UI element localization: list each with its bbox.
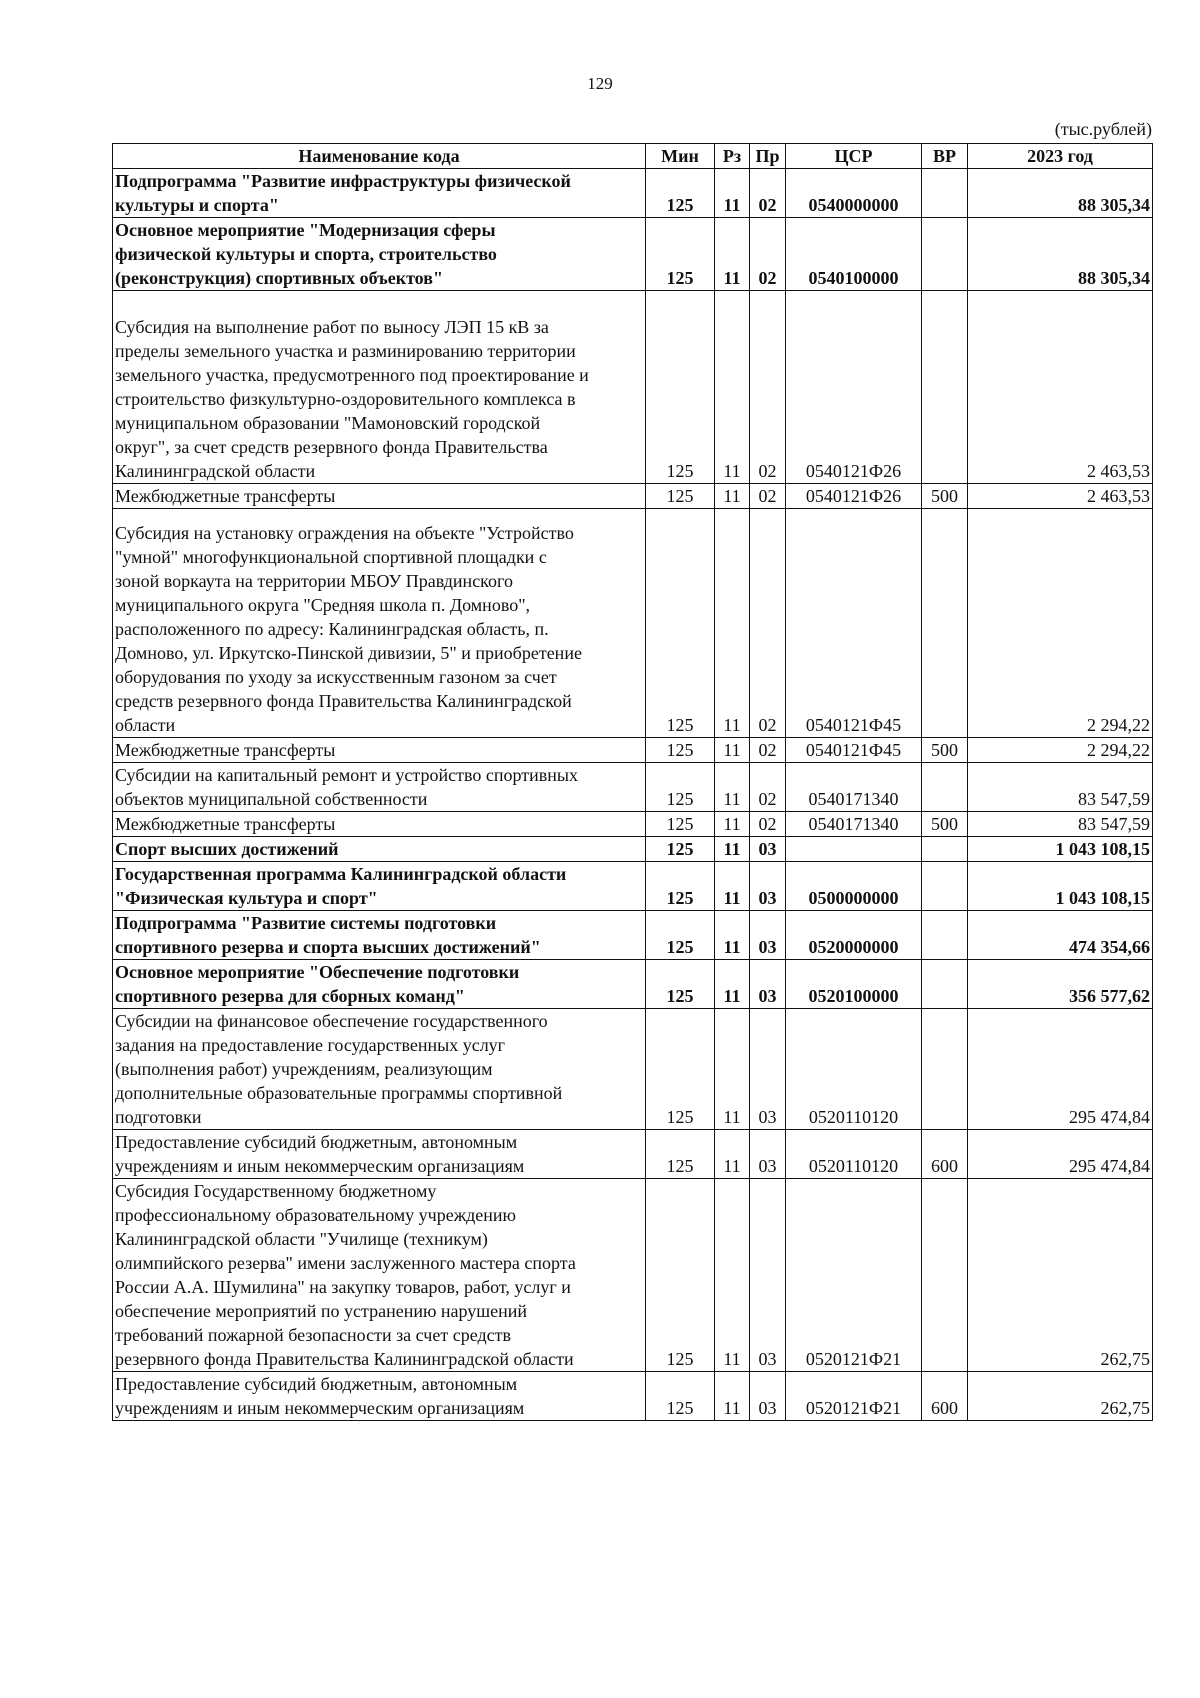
row-csr: 0520121Ф21	[786, 1372, 922, 1421]
units-label: (тыс.рублей)	[1054, 119, 1152, 139]
header-vr: ВР	[922, 144, 968, 169]
row-csr: 0540121Ф26	[786, 291, 922, 484]
row-name: Субсидия Государственному бюджетному профессиональному образовательному учреждению Калининградской области "Училище (техникум) олимпийского резерва" имени заслуженного мастера спорта России А.А. Шумилина" на закупку товаров, работ, услуг и обеспечение мероприятий по устранению нарушений требований пожарной безопасности за счет средств резервного фонда Правительства Калининградской области	[113, 1179, 646, 1372]
row-amount: 474 354,66	[968, 911, 1153, 960]
row-rz: 11	[715, 812, 750, 837]
row-amount: 1 043 108,15	[968, 837, 1153, 862]
row-csr: 0540100000	[786, 218, 922, 291]
row-csr: 0540121Ф26	[786, 484, 922, 509]
row-pr: 02	[750, 218, 786, 291]
row-name: Субсидия на установку ограждения на объекте "Устройство "умной" многофункциональной спортивной площадки с зоной воркаута на территории МБОУ Правдинского муниципального округа "Средняя школа п. Домново", расположенного по адресу: Калининградская область, п. Домново, ул. Иркутско-Пинской дивизии, 5" и приобретение оборудования по уходу за искусственным газоном за счет средств резервного фонда Правительства Калининградской области	[113, 509, 646, 738]
row-name: Подпрограмма "Развитие инфраструктуры физической культуры и спорта"	[113, 169, 646, 218]
row-min: 125	[646, 1372, 715, 1421]
row-name: Межбюджетные трансферты	[113, 484, 646, 509]
row-pr: 03	[750, 1009, 786, 1130]
row-name: Субсидия на выполнение работ по выносу ЛЭП 15 кВ за пределы земельного участка и разминированию территории земельного участка, предусмотренного под проектирование и строительство физкультурно-оздоровительного комплекса в муниципальном образовании "Мамоновский городской округ", за счет средств резервного фонда Правительства Калининградской области	[113, 291, 646, 484]
row-pr: 02	[750, 763, 786, 812]
row-name: Государственная программа Калининградской области "Физическая культура и спорт"	[113, 862, 646, 911]
table-row	[113, 509, 1153, 738]
row-vr	[922, 509, 968, 738]
row-pr: 03	[750, 1130, 786, 1179]
row-name: Подпрограмма "Развитие системы подготовки спортивного резерва и спорта высших достижений"	[113, 911, 646, 960]
row-min: 125	[646, 1179, 715, 1372]
row-vr: 500	[922, 812, 968, 837]
table-row	[113, 763, 1153, 812]
row-pr: 02	[750, 812, 786, 837]
row-name: Предоставление субсидий бюджетным, автономным учреждениям и иным некоммерческим организациям	[113, 1130, 646, 1179]
row-vr: 600	[922, 1130, 968, 1179]
row-amount: 83 547,59	[968, 812, 1153, 837]
row-vr	[922, 960, 968, 1009]
row-rz: 11	[715, 738, 750, 763]
row-rz: 11	[715, 1372, 750, 1421]
row-min: 125	[646, 169, 715, 218]
row-amount: 295 474,84	[968, 1009, 1153, 1130]
row-rz: 11	[715, 837, 750, 862]
row-vr: 600	[922, 1372, 968, 1421]
row-pr: 02	[750, 291, 786, 484]
row-csr: 0540121Ф45	[786, 738, 922, 763]
row-amount: 83 547,59	[968, 763, 1153, 812]
row-pr: 02	[750, 509, 786, 738]
row-amount: 88 305,34	[968, 169, 1153, 218]
header-pr: Пр	[750, 144, 786, 169]
row-min: 125	[646, 1009, 715, 1130]
row-rz: 11	[715, 1009, 750, 1130]
row-csr: 0540171340	[786, 763, 922, 812]
row-amount: 2 294,22	[968, 509, 1153, 738]
row-vr	[922, 862, 968, 911]
table-row	[113, 1179, 1153, 1372]
row-rz: 11	[715, 218, 750, 291]
row-csr: 0520000000	[786, 911, 922, 960]
row-rz: 11	[715, 509, 750, 738]
row-rz: 11	[715, 960, 750, 1009]
row-min: 125	[646, 1130, 715, 1179]
row-csr: 0540000000	[786, 169, 922, 218]
row-min: 125	[646, 812, 715, 837]
row-rz: 11	[715, 291, 750, 484]
row-rz: 11	[715, 1130, 750, 1179]
row-vr	[922, 1009, 968, 1130]
row-rz: 11	[715, 862, 750, 911]
table-row	[113, 960, 1153, 1009]
table-row	[113, 738, 1153, 763]
row-min: 125	[646, 484, 715, 509]
row-vr	[922, 218, 968, 291]
row-min: 125	[646, 738, 715, 763]
row-csr: 0520121Ф21	[786, 1179, 922, 1372]
row-csr: 0540171340	[786, 812, 922, 837]
row-vr	[922, 1179, 968, 1372]
row-csr: 0520110120	[786, 1130, 922, 1179]
row-vr: 500	[922, 738, 968, 763]
row-csr: 0520100000	[786, 960, 922, 1009]
row-name: Субсидии на капитальный ремонт и устройство спортивных объектов муниципальной собственности	[113, 763, 646, 812]
row-pr: 03	[750, 960, 786, 1009]
header-rz: Рз	[715, 144, 750, 169]
row-rz: 11	[715, 763, 750, 812]
row-vr	[922, 169, 968, 218]
row-vr	[922, 911, 968, 960]
row-vr	[922, 291, 968, 484]
row-min: 125	[646, 763, 715, 812]
row-amount: 2 294,22	[968, 738, 1153, 763]
row-csr: 0500000000	[786, 862, 922, 911]
row-vr	[922, 763, 968, 812]
row-amount: 1 043 108,15	[968, 862, 1153, 911]
row-csr	[786, 837, 922, 862]
row-name: Основное мероприятие "Модернизация сферы физической культуры и спорта, строительство (реконструкция) спортивных объектов"	[113, 218, 646, 291]
budget-table	[112, 143, 1153, 1421]
table-row	[113, 291, 1153, 484]
row-vr	[922, 837, 968, 862]
row-min: 125	[646, 509, 715, 738]
row-pr: 02	[750, 169, 786, 218]
row-name: Предоставление субсидий бюджетным, автономным учреждениям и иным некоммерческим организациям	[113, 1372, 646, 1421]
table-row	[113, 1130, 1153, 1179]
row-min: 125	[646, 960, 715, 1009]
row-amount: 295 474,84	[968, 1130, 1153, 1179]
header-year: 2023 год	[968, 144, 1153, 169]
row-csr: 0540121Ф45	[786, 509, 922, 738]
row-rz: 11	[715, 911, 750, 960]
row-min: 125	[646, 862, 715, 911]
row-name: Субсидии на финансовое обеспечение государственного задания на предоставление государственных услуг (выполнения работ) учреждениям, реализующим дополнительные образовательные программы спортивной подготовки	[113, 1009, 646, 1130]
row-min: 125	[646, 837, 715, 862]
header-name: Наименование кода	[113, 144, 646, 169]
page-number: 129	[587, 74, 613, 93]
table-row	[113, 837, 1153, 862]
row-pr: 03	[750, 1372, 786, 1421]
table-row	[113, 812, 1153, 837]
table-row	[113, 484, 1153, 509]
row-amount: 2 463,53	[968, 291, 1153, 484]
row-pr: 02	[750, 484, 786, 509]
header-min: Мин	[646, 144, 715, 169]
row-pr: 03	[750, 1179, 786, 1372]
table-row	[113, 218, 1153, 291]
row-min: 125	[646, 911, 715, 960]
row-pr: 03	[750, 862, 786, 911]
row-name: Межбюджетные трансферты	[113, 738, 646, 763]
row-amount: 262,75	[968, 1179, 1153, 1372]
table-row	[113, 862, 1153, 911]
header-csr: ЦСР	[786, 144, 922, 169]
table-row	[113, 1009, 1153, 1130]
row-name: Межбюджетные трансферты	[113, 812, 646, 837]
row-amount: 262,75	[968, 1372, 1153, 1421]
row-min: 125	[646, 218, 715, 291]
row-amount: 88 305,34	[968, 218, 1153, 291]
row-vr: 500	[922, 484, 968, 509]
row-name: Основное мероприятие "Обеспечение подготовки спортивного резерва для сборных команд"	[113, 960, 646, 1009]
row-pr: 02	[750, 738, 786, 763]
row-csr: 0520110120	[786, 1009, 922, 1130]
table-header-row	[113, 144, 1153, 169]
row-min: 125	[646, 291, 715, 484]
table-row	[113, 911, 1153, 960]
table-row	[113, 1372, 1153, 1421]
table-row	[113, 169, 1153, 218]
row-pr: 03	[750, 837, 786, 862]
row-rz: 11	[715, 1179, 750, 1372]
row-amount: 356 577,62	[968, 960, 1153, 1009]
row-rz: 11	[715, 169, 750, 218]
row-name: Спорт высших достижений	[113, 837, 646, 862]
row-pr: 03	[750, 911, 786, 960]
row-amount: 2 463,53	[968, 484, 1153, 509]
row-rz: 11	[715, 484, 750, 509]
